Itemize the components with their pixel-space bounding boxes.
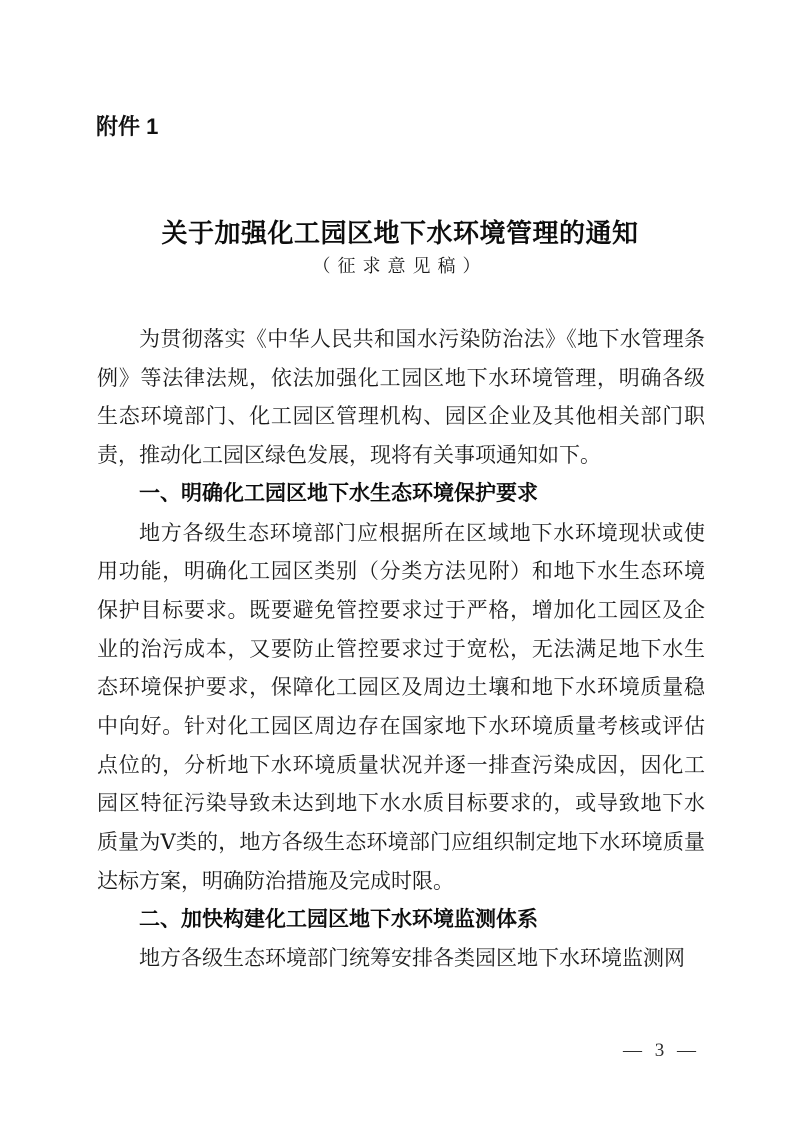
body-paragraph: 地方各级生态环境部门应根据所在区域地下水环境现状或使用功能，明确化工园区类别（分类方法见附）和地下水生态环境保护目标要求。既要避免管控要求过于严格，增加化工园区及企业的治污成本，又要防止管控要求过于宽松，无法满足地下水生态环境保护要求，保障化工园区及周边土壤和地下水环境质量稳中向好。针对化工园区周边存在国家地下水环境质量考核或评估点位的，分析地下水环境质量状况并逐一排查污染成因，因化工园区特征污染导致未达到地下水水质目标要求的，或导致地下水质量为Ⅴ类的，地方各级生态环境部门应组织制定地下水环境质量达标方案，明确防治措施及完成时限。	[97, 520, 705, 893]
document-body	[97, 320, 705, 978]
body-paragraph: 为贯彻落实《中华人民共和国水污染防治法》《地下水管理条例》等法律法规，依法加强化工园区地下水环境管理，明确各级生态环境部门、化工园区管理机构、园区企业及其他相关部门职责，推动化工园区绿色发展，现将有关事项通知如下。	[97, 327, 705, 468]
section-heading: 二、加快构建化工园区地下水环境监测体系	[139, 907, 538, 931]
section-heading: 一、明确化工园区地下水生态环境保护要求	[139, 481, 538, 505]
document-title: 关于加强化工园区地下水环境管理的通知	[161, 218, 639, 249]
body-paragraph: 地方各级生态环境部门统筹安排各类园区地下水环境监测网	[139, 946, 685, 971]
attachment-label: 附件 1	[96, 114, 159, 139]
document-subtitle: （征求意见稿）	[312, 256, 488, 276]
page-number: — 3 —	[623, 1040, 700, 1061]
